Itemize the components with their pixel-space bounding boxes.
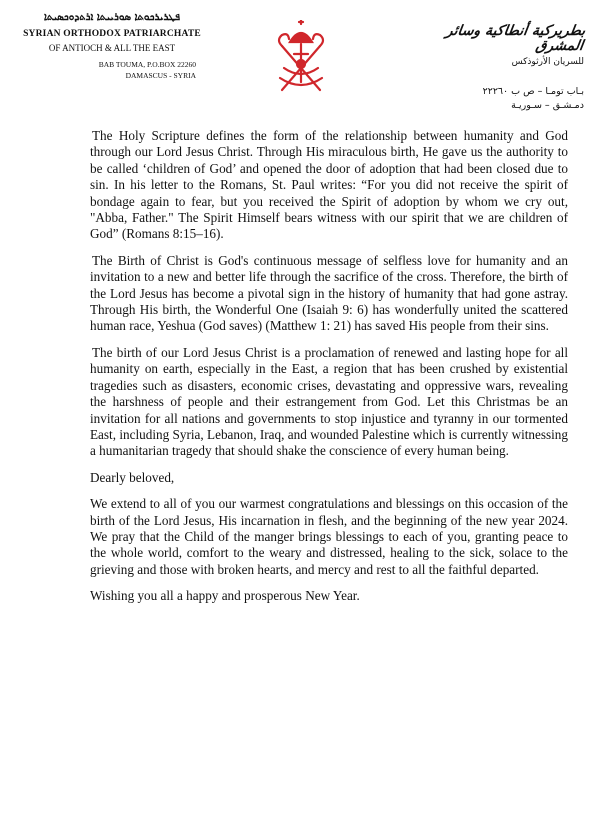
greeting-line: Dearly beloved,: [90, 469, 175, 485]
address-line-1: BAB TOUMA, P.O.BOX 22260: [98, 60, 196, 69]
address-line-2: DAMASCUS - SYRIA: [125, 70, 196, 80]
arabic-address: [434, 85, 584, 114]
letterhead-arabic-block: [434, 23, 587, 113]
paragraph-scripture: The Holy Scripture defines the form of the relationship between humanity and God through our Lord Jesus Christ. Through His miraculous birth, He gave us the authority to be called ‘children of God’ and opened the door of adoption that had been closed due to sin. In his letter to the Romans, St. Paul writes: “For you did not receive the spirit of bondage again to fear, but you received the Spirit of adoption by whom we cry out, "Abba, Father." The Spirit Himself bears witness with our spirit that we are children of God” (Romans 8:15–16).: [90, 128, 568, 242]
arabic-calligraphy-title: بطريركية أنطاكية وسائر المشرق: [444, 23, 587, 55]
patriarchal-emblem-icon: [270, 20, 332, 96]
postal-address: [12, 60, 212, 81]
patriarchate-title: SYRIAN ORTHODOX PATRIARCHATE: [23, 29, 201, 39]
arabic-calligraphy-subtitle: للسريان الأرثوذكس: [511, 56, 584, 67]
paragraph-birth-of-christ: The Birth of Christ is God's continuous message of selfless love for humanity and an invitation to a new and better life through the sacrifice of the cross. Therefore, the birth of the Lord Jesus has become a pivotal sign in the history of humanity that had gone astray. Through His birth, the Wonderful One (Isaiah 9: 6) has wonderfully united the scattered human race, Yeshua (God saves) (Matthew 1: 21) has saved His people from their sins.: [90, 252, 568, 334]
letterhead-english-block: [12, 12, 212, 81]
emblem-svg: [270, 20, 332, 96]
syriac-title: ܦܛܪܝܪܟܘܬܐ ܣܘܪܝܝܬܐ ܐܪܬܕܘܟܣܝܬܐ: [43, 12, 181, 23]
arabic-address-line-2: دمـشـق – سـوريـة: [511, 100, 584, 112]
paragraph-blessings: We extend to all of you our warmest congratulations and blessings on this occasion of the birth of the Lord Jesus, His incarnation in flesh, and the beginning of the new year 2024. We pray that the Child of the manger brings blessings to each of you, granting peace to the whole world, comfort to the weary and distressed, healing to the sick, solace to the grieving and those with broken hearts, and mercy and rest to all the faithful departed.: [90, 496, 568, 577]
paragraph-hope-for-the-east: The birth of our Lord Jesus Christ is a proclamation of renewed and lasting hope for all humanity on earth, especially in the East, a region that has been crushed by existential tragedies such as disasters, economic crises, devastating and oppressive wars, revealing the harshness of people and their estrangement from God. Let this Christmas be an invitation for all nations and governments to stop injustice and tyranny in our tormented East, including Syria, Lebanon, Iraq, and wounded Palestine which is currently witnessing a humanitarian tragedy that should shake the conscience of every human being.: [90, 344, 568, 459]
closing-wish: Wishing you all a happy and prosperous New Year.: [90, 588, 360, 604]
letter-body: [90, 128, 568, 615]
arabic-address-line-1: بـاب تومـا – ص ب ٢٢٢٦٠: [482, 85, 584, 97]
patriarchate-subtitle: OF ANTIOCH & ALL THE EAST: [48, 43, 176, 53]
letterhead: [0, 0, 600, 118]
